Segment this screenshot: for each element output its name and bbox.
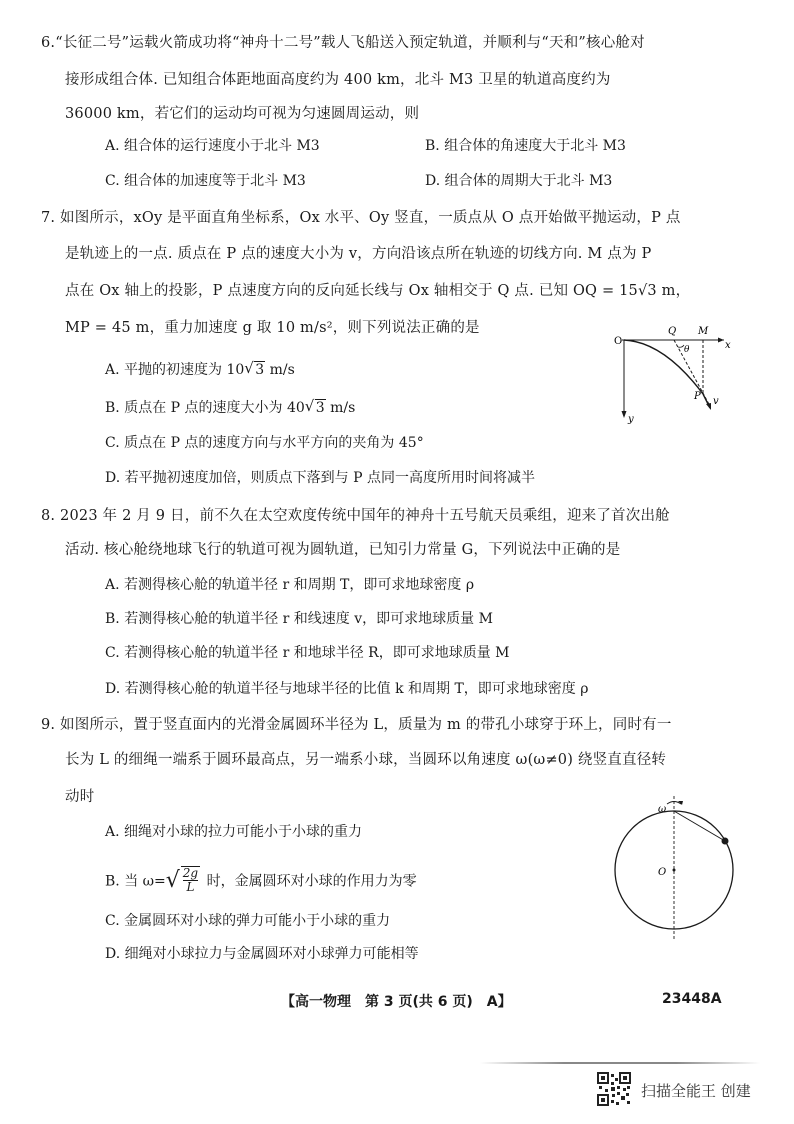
label-o: O xyxy=(614,336,623,347)
q7-option-b-root xyxy=(306,398,326,418)
q7-stem-line-2: 是轨迹上的一点. 质点在 P 点的速度大小为 v，方向沿该点所在轨迹的切线方向. M 点为 P xyxy=(65,246,652,262)
q6-option-c: C. 组合体的加速度等于北斗 M3 xyxy=(105,173,306,189)
scanner-watermark: 扫描全能王 创建 xyxy=(641,1082,751,1100)
q9-stem-line-2: 长为 L 的细绳一端系于圆环最高点，另一端系小球，当圆环以角速度 ω(ω≠0) 绕竖直直径转 xyxy=(65,752,667,768)
fraction-denominator: L xyxy=(186,880,195,894)
q7-option-a-prefix: A. 平抛的初速度为 10 xyxy=(105,362,245,378)
label-o: O xyxy=(658,867,667,878)
q7-stem-line-1: 7. 如图所示，xOy 是平面直角坐标系，Ox 水平、Oy 竖直，一质点从 O 点开始做平抛运动，P 点 xyxy=(41,210,681,226)
label-y: y xyxy=(628,414,634,425)
q8-stem-line-1: 8. 2023 年 2 月 9 日，前不久在太空欢度传统中国年的神舟十五号航天员乘组，迎来了首次出舱 xyxy=(41,508,670,524)
label-v: v xyxy=(713,396,719,407)
q7-option-b xyxy=(105,398,355,418)
q6-option-b: B. 组合体的角速度大于北斗 M3 xyxy=(425,138,626,154)
q9-stem-line-1: 9. 如图所示，置于竖直面内的光滑金属圆环半径为 L，质量为 m 的带孔小球穿于环上，同时有一 xyxy=(41,717,672,733)
radicand-fraction xyxy=(181,866,200,894)
q7-option-a-radicand: 3 xyxy=(255,362,265,378)
q6-stem-line-2: 接形成组合体. 已知组合体距地面高度约为 400 km，北斗 M3 卫星的轨道高度约为 xyxy=(65,72,611,88)
label-p: P xyxy=(694,391,701,402)
q8-option-d: D. 若测得核心舱的轨道半径与地球半径的比值 k 和周期 T，即可求地球密度 ρ xyxy=(105,681,589,697)
q7-option-a-unit: m/s xyxy=(265,362,295,378)
q8-option-a: A. 若测得核心舱的轨道半径 r 和周期 T，即可求地球密度 ρ xyxy=(105,577,475,593)
velocity-arrow xyxy=(706,403,711,410)
label-omega: ω xyxy=(658,804,667,815)
x-axis-arrow xyxy=(718,338,724,343)
q9-option-b-suffix: 时，金属圆环对小球的作用力为零 xyxy=(202,873,417,890)
trajectory-curve xyxy=(624,340,703,394)
string xyxy=(674,811,725,841)
qr-code-icon xyxy=(597,1072,631,1106)
bottom-rule xyxy=(480,1062,760,1064)
q7-option-a-root xyxy=(245,360,265,380)
q9-option-a: A. 细绳对小球的拉力可能小于小球的重力 xyxy=(105,824,363,840)
q7-option-d: D. 若平抛初速度加倍，则质点下落到与 P 点同一高度所用时间将减半 xyxy=(105,470,535,486)
q7-projectile-figure xyxy=(612,322,732,426)
q7-option-a xyxy=(105,360,295,380)
label-theta: θ xyxy=(684,345,690,355)
fraction-numerator: 2g xyxy=(182,866,199,880)
q7-option-b-unit: m/s xyxy=(325,400,356,416)
q7-stem-line-3: 点在 Ox 轴上的投影，P 点速度方向的反向延长线与 Ox 轴相交于 Q 点. 已知 OQ = 15√3 m， xyxy=(65,283,691,299)
q7-option-c: C. 质点在 P 点的速度方向与水平方向的夹角为 45° xyxy=(105,435,424,451)
label-q: Q xyxy=(668,326,677,337)
q6-option-d: D. 组合体的周期大于北斗 M3 xyxy=(425,173,613,189)
q9-option-c: C. 金属圆环对小球的弹力可能小于小球的重力 xyxy=(105,913,391,929)
q8-option-b: B. 若测得核心舱的轨道半径 r 和线速度 v，即可求地球质量 M xyxy=(105,611,493,627)
q8-stem-line-2: 活动. 核心舱绕地球飞行的轨道可视为圆轨道，已知引力常量 G，下列说法中正确的是 xyxy=(65,542,621,558)
q9-stem-line-3: 动时 xyxy=(65,789,95,805)
q9-option-d: D. 细绳对小球拉力与金属圆环对小球弹力可能相等 xyxy=(105,946,419,962)
q7-stem-line-4: MP = 45 m，重力加速度 g 取 10 m/s²，则下列说法正确的是 xyxy=(65,320,480,336)
q8-option-c: C. 若测得核心舱的轨道半径 r 和地球半径 R，即可求地球质量 M xyxy=(105,645,510,661)
q9-option-b xyxy=(105,866,417,897)
label-x: x xyxy=(725,340,731,351)
center-point xyxy=(673,869,676,872)
q7-option-b-prefix: B. 质点在 P 点的速度大小为 40 xyxy=(105,400,305,416)
q9-ring-figure xyxy=(612,796,742,946)
ball xyxy=(722,838,729,845)
q9-option-b-prefix: B. 当 ω= xyxy=(105,873,166,890)
q6-stem-line-3: 36000 km，若它们的运动均可视为匀速圆周运动，则 xyxy=(65,106,420,122)
radical-sign: √ xyxy=(165,868,180,893)
q6-stem-line-1: 6.“长征二号”运载火箭成功将“神舟十二号”载人飞船送入预定轨道，并顺利与“天和”核心舱对 xyxy=(41,35,645,51)
label-m: M xyxy=(698,326,709,337)
q7-option-b-radicand: 3 xyxy=(315,400,325,416)
q6-option-a: A. 组合体的运行速度小于北斗 M3 xyxy=(105,138,320,154)
y-axis-arrow xyxy=(622,411,627,418)
page-footer-label: 【高一物理 第 3 页(共 6 页) A】 xyxy=(281,994,512,1010)
exam-code: 23448A xyxy=(662,991,722,1007)
q9-option-b-radical xyxy=(165,866,200,897)
